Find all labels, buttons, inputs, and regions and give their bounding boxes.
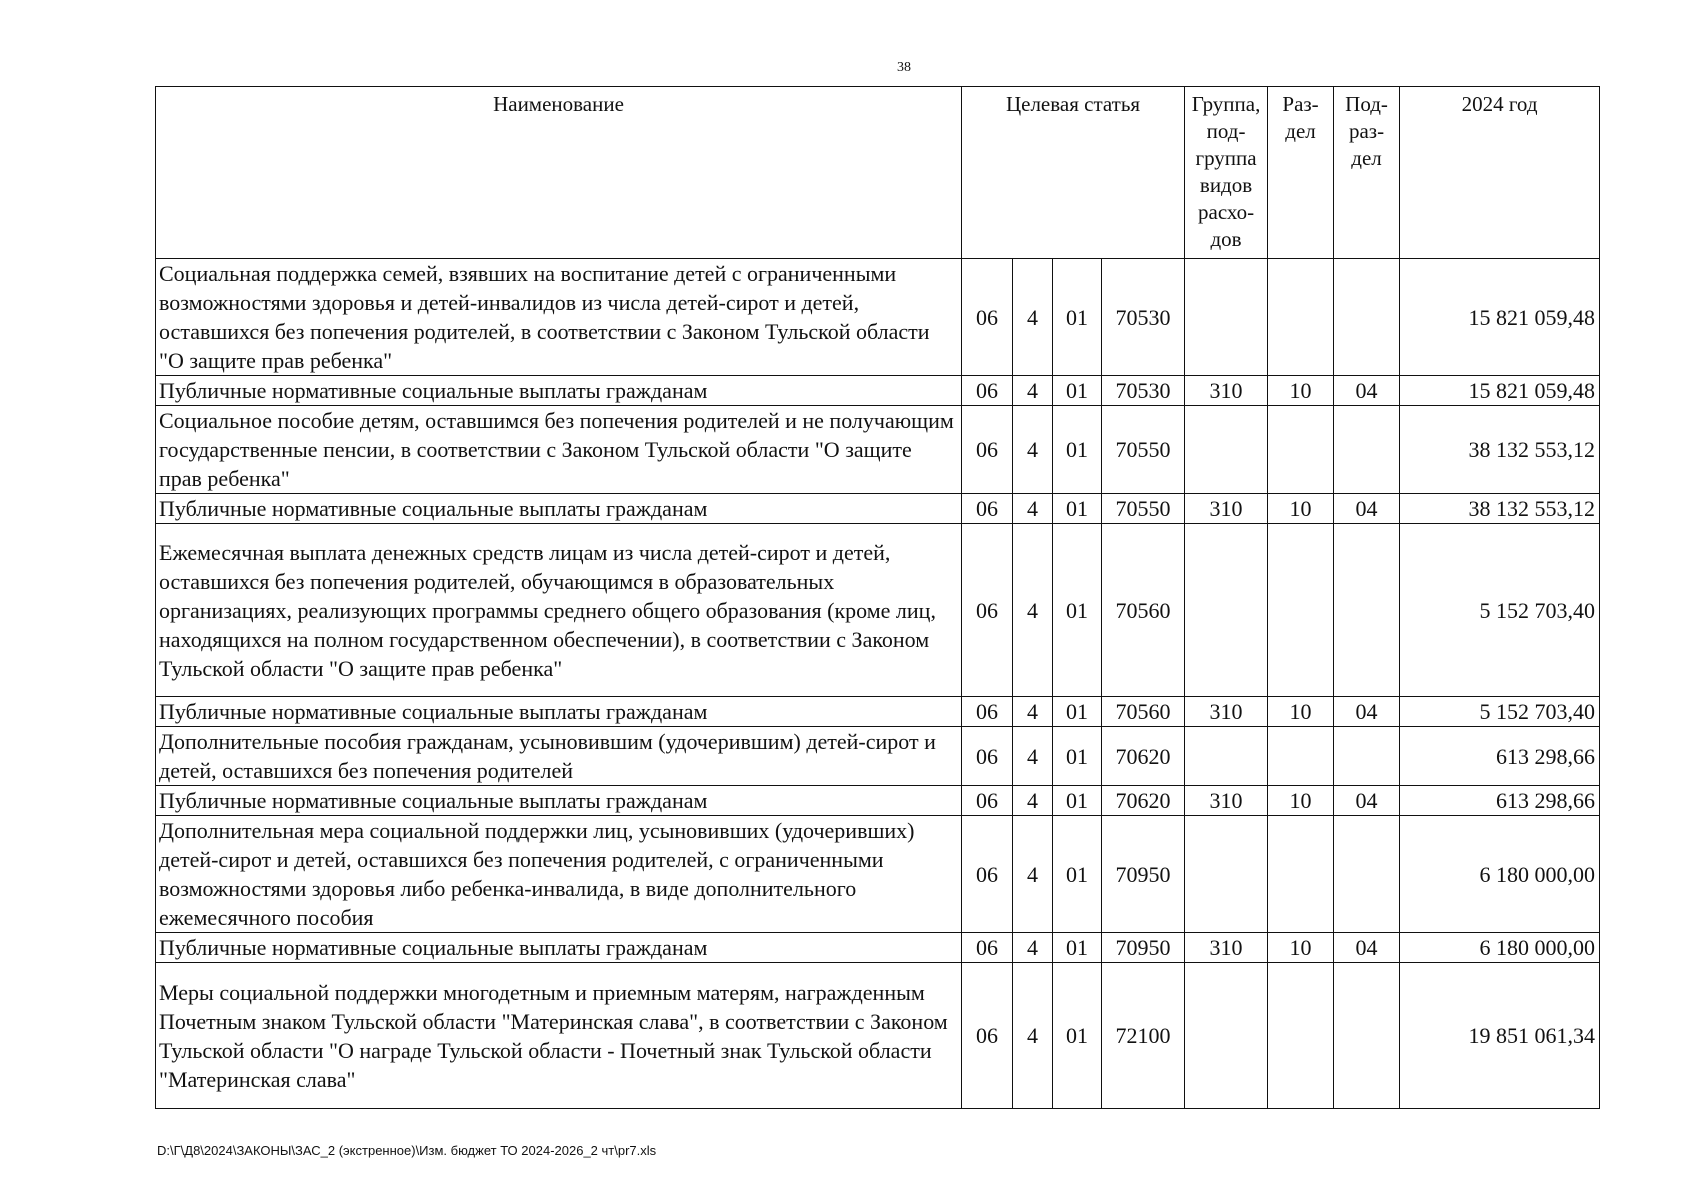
article-program: 06: [962, 259, 1013, 376]
article-event: 01: [1053, 406, 1102, 494]
article-subprogram: 4: [1013, 727, 1053, 786]
table-row: [156, 727, 1600, 786]
expense-group: [1185, 727, 1268, 786]
subsection: 04: [1334, 697, 1400, 727]
article-program: 06: [962, 406, 1013, 494]
article-subprogram: 4: [1013, 786, 1053, 816]
expense-group: [1185, 816, 1268, 933]
article-subprogram: 4: [1013, 494, 1053, 524]
table-row: [156, 259, 1600, 376]
article-direction: 70550: [1102, 406, 1185, 494]
header-subsection: Под-раз-дел: [1334, 87, 1400, 259]
expense-group: [1185, 406, 1268, 494]
subsection: [1334, 524, 1400, 697]
row-name: Ежемесячная выплата денежных средств лицам из числа детей-сирот и детей, оставшихся без попечения родителей, обучающимся в образовательных организациях, реализующих программы среднего общего образования (кроме лиц, находящихся на полном государственном обеспечении), в соответствии с Законом Тульской области "О защите прав ребенка": [156, 524, 962, 697]
row-name: Публичные нормативные социальные выплаты гражданам: [156, 376, 962, 406]
subsection: [1334, 727, 1400, 786]
article-subprogram: 4: [1013, 259, 1053, 376]
article-direction: 70560: [1102, 524, 1185, 697]
article-event: 01: [1053, 697, 1102, 727]
section: [1268, 727, 1334, 786]
article-subprogram: 4: [1013, 963, 1053, 1109]
table-row: [156, 376, 1600, 406]
subsection: [1334, 406, 1400, 494]
section: [1268, 524, 1334, 697]
amount-2024: 5 152 703,40: [1400, 524, 1600, 697]
article-program: 06: [962, 524, 1013, 697]
page-number: 38: [897, 60, 911, 75]
subsection: 04: [1334, 786, 1400, 816]
amount-2024: 613 298,66: [1400, 727, 1600, 786]
article-program: 06: [962, 816, 1013, 933]
article-event: 01: [1053, 259, 1102, 376]
header-target-article: Целевая статья: [962, 87, 1185, 259]
article-event: 01: [1053, 786, 1102, 816]
row-name: Меры социальной поддержки многодетным и приемным матерям, награжденным Почетным знаком Тульской области "Материнская слава", в соответствии с Законом Тульской области "О награде Тульской области - Почетный знак Тульской области "Материнская слава": [156, 963, 962, 1109]
row-name: Публичные нормативные социальные выплаты гражданам: [156, 697, 962, 727]
row-name: Социальное пособие детям, оставшимся без попечения родителей и не получающим государственные пенсии, в соответствии с Законом Тульской области "О защите прав ребенка": [156, 406, 962, 494]
expense-group: [1185, 259, 1268, 376]
header-section: Раз-дел: [1268, 87, 1334, 259]
header-row: [156, 87, 1600, 259]
table-row: [156, 816, 1600, 933]
article-direction: 70530: [1102, 376, 1185, 406]
header-year: 2024 год: [1400, 87, 1600, 259]
article-subprogram: 4: [1013, 524, 1053, 697]
expense-group: 310: [1185, 697, 1268, 727]
amount-2024: 15 821 059,48: [1400, 376, 1600, 406]
article-direction: 72100: [1102, 963, 1185, 1109]
row-name: Публичные нормативные социальные выплаты гражданам: [156, 494, 962, 524]
article-direction: 70950: [1102, 933, 1185, 963]
article-direction: 70950: [1102, 816, 1185, 933]
article-event: 01: [1053, 376, 1102, 406]
table-row: [156, 697, 1600, 727]
expense-group: [1185, 963, 1268, 1109]
article-event: 01: [1053, 963, 1102, 1109]
article-program: 06: [962, 376, 1013, 406]
article-event: 01: [1053, 524, 1102, 697]
article-event: 01: [1053, 933, 1102, 963]
header-expense-group: [1185, 87, 1268, 259]
article-subprogram: 4: [1013, 933, 1053, 963]
amount-2024: 38 132 553,12: [1400, 494, 1600, 524]
article-direction: 70620: [1102, 727, 1185, 786]
article-direction: 70620: [1102, 786, 1185, 816]
row-name: Публичные нормативные социальные выплаты гражданам: [156, 786, 962, 816]
subsection: [1334, 963, 1400, 1109]
subsection: [1334, 816, 1400, 933]
expense-group: 310: [1185, 494, 1268, 524]
section: 10: [1268, 786, 1334, 816]
amount-2024: 6 180 000,00: [1400, 933, 1600, 963]
table-row: [156, 494, 1600, 524]
expense-group: [1185, 524, 1268, 697]
article-subprogram: 4: [1013, 376, 1053, 406]
section: [1268, 963, 1334, 1109]
expense-group: 310: [1185, 376, 1268, 406]
row-name: Социальная поддержка семей, взявших на воспитание детей с ограниченными возможностями здоровья и детей-инвалидов из числа детей-сирот и детей, оставшихся без попечения родителей, в соответствии с Законом Тульской области "О защите прав ребенка": [156, 259, 962, 376]
table-row: [156, 524, 1600, 697]
amount-2024: 19 851 061,34: [1400, 963, 1600, 1109]
article-subprogram: 4: [1013, 697, 1053, 727]
article-event: 01: [1053, 494, 1102, 524]
article-subprogram: 4: [1013, 406, 1053, 494]
section: 10: [1268, 494, 1334, 524]
file-path-footer: D:\Г\Д8\2024\ЗАКОНЫ\ЗАС_2 (экстренное)\Изм. бюджет ТО 2024-2026_2 чт\pr7.xls: [157, 1143, 657, 1158]
header-expense-group-label: Группа, под-группа видов расхо-дов: [1191, 92, 1261, 251]
section: 10: [1268, 697, 1334, 727]
article-direction: 70530: [1102, 259, 1185, 376]
table-row: [156, 963, 1600, 1109]
article-program: 06: [962, 727, 1013, 786]
amount-2024: 6 180 000,00: [1400, 816, 1600, 933]
article-subprogram: 4: [1013, 816, 1053, 933]
row-name: Публичные нормативные социальные выплаты гражданам: [156, 933, 962, 963]
expense-group: 310: [1185, 933, 1268, 963]
amount-2024: 15 821 059,48: [1400, 259, 1600, 376]
article-program: 06: [962, 786, 1013, 816]
table-row: [156, 786, 1600, 816]
article-program: 06: [962, 697, 1013, 727]
amount-2024: 5 152 703,40: [1400, 697, 1600, 727]
subsection: 04: [1334, 494, 1400, 524]
table-row: [156, 933, 1600, 963]
article-program: 06: [962, 494, 1013, 524]
budget-table: [155, 86, 1600, 1109]
section: [1268, 259, 1334, 376]
article-program: 06: [962, 933, 1013, 963]
row-name: Дополнительная мера социальной поддержки лиц, усыновивших (удочеривших) детей-сирот и детей, оставшихся без попечения родителей, с ограниченными возможностями здоровья либо ребенка-инвалида, в виде дополнительного ежемесячного пособия: [156, 816, 962, 933]
expense-group: 310: [1185, 786, 1268, 816]
header-name: Наименование: [156, 87, 962, 259]
subsection: [1334, 259, 1400, 376]
table-row: [156, 406, 1600, 494]
article-direction: 70550: [1102, 494, 1185, 524]
table-body: [156, 259, 1600, 1109]
row-name: Дополнительные пособия гражданам, усыновившим (удочерившим) детей-сирот и детей, оставшихся без попечения родителей: [156, 727, 962, 786]
amount-2024: 613 298,66: [1400, 786, 1600, 816]
subsection: 04: [1334, 933, 1400, 963]
article-program: 06: [962, 963, 1013, 1109]
article-event: 01: [1053, 816, 1102, 933]
subsection: 04: [1334, 376, 1400, 406]
article-direction: 70560: [1102, 697, 1185, 727]
amount-2024: 38 132 553,12: [1400, 406, 1600, 494]
article-event: 01: [1053, 727, 1102, 786]
section: 10: [1268, 376, 1334, 406]
section: [1268, 816, 1334, 933]
section: 10: [1268, 933, 1334, 963]
section: [1268, 406, 1334, 494]
